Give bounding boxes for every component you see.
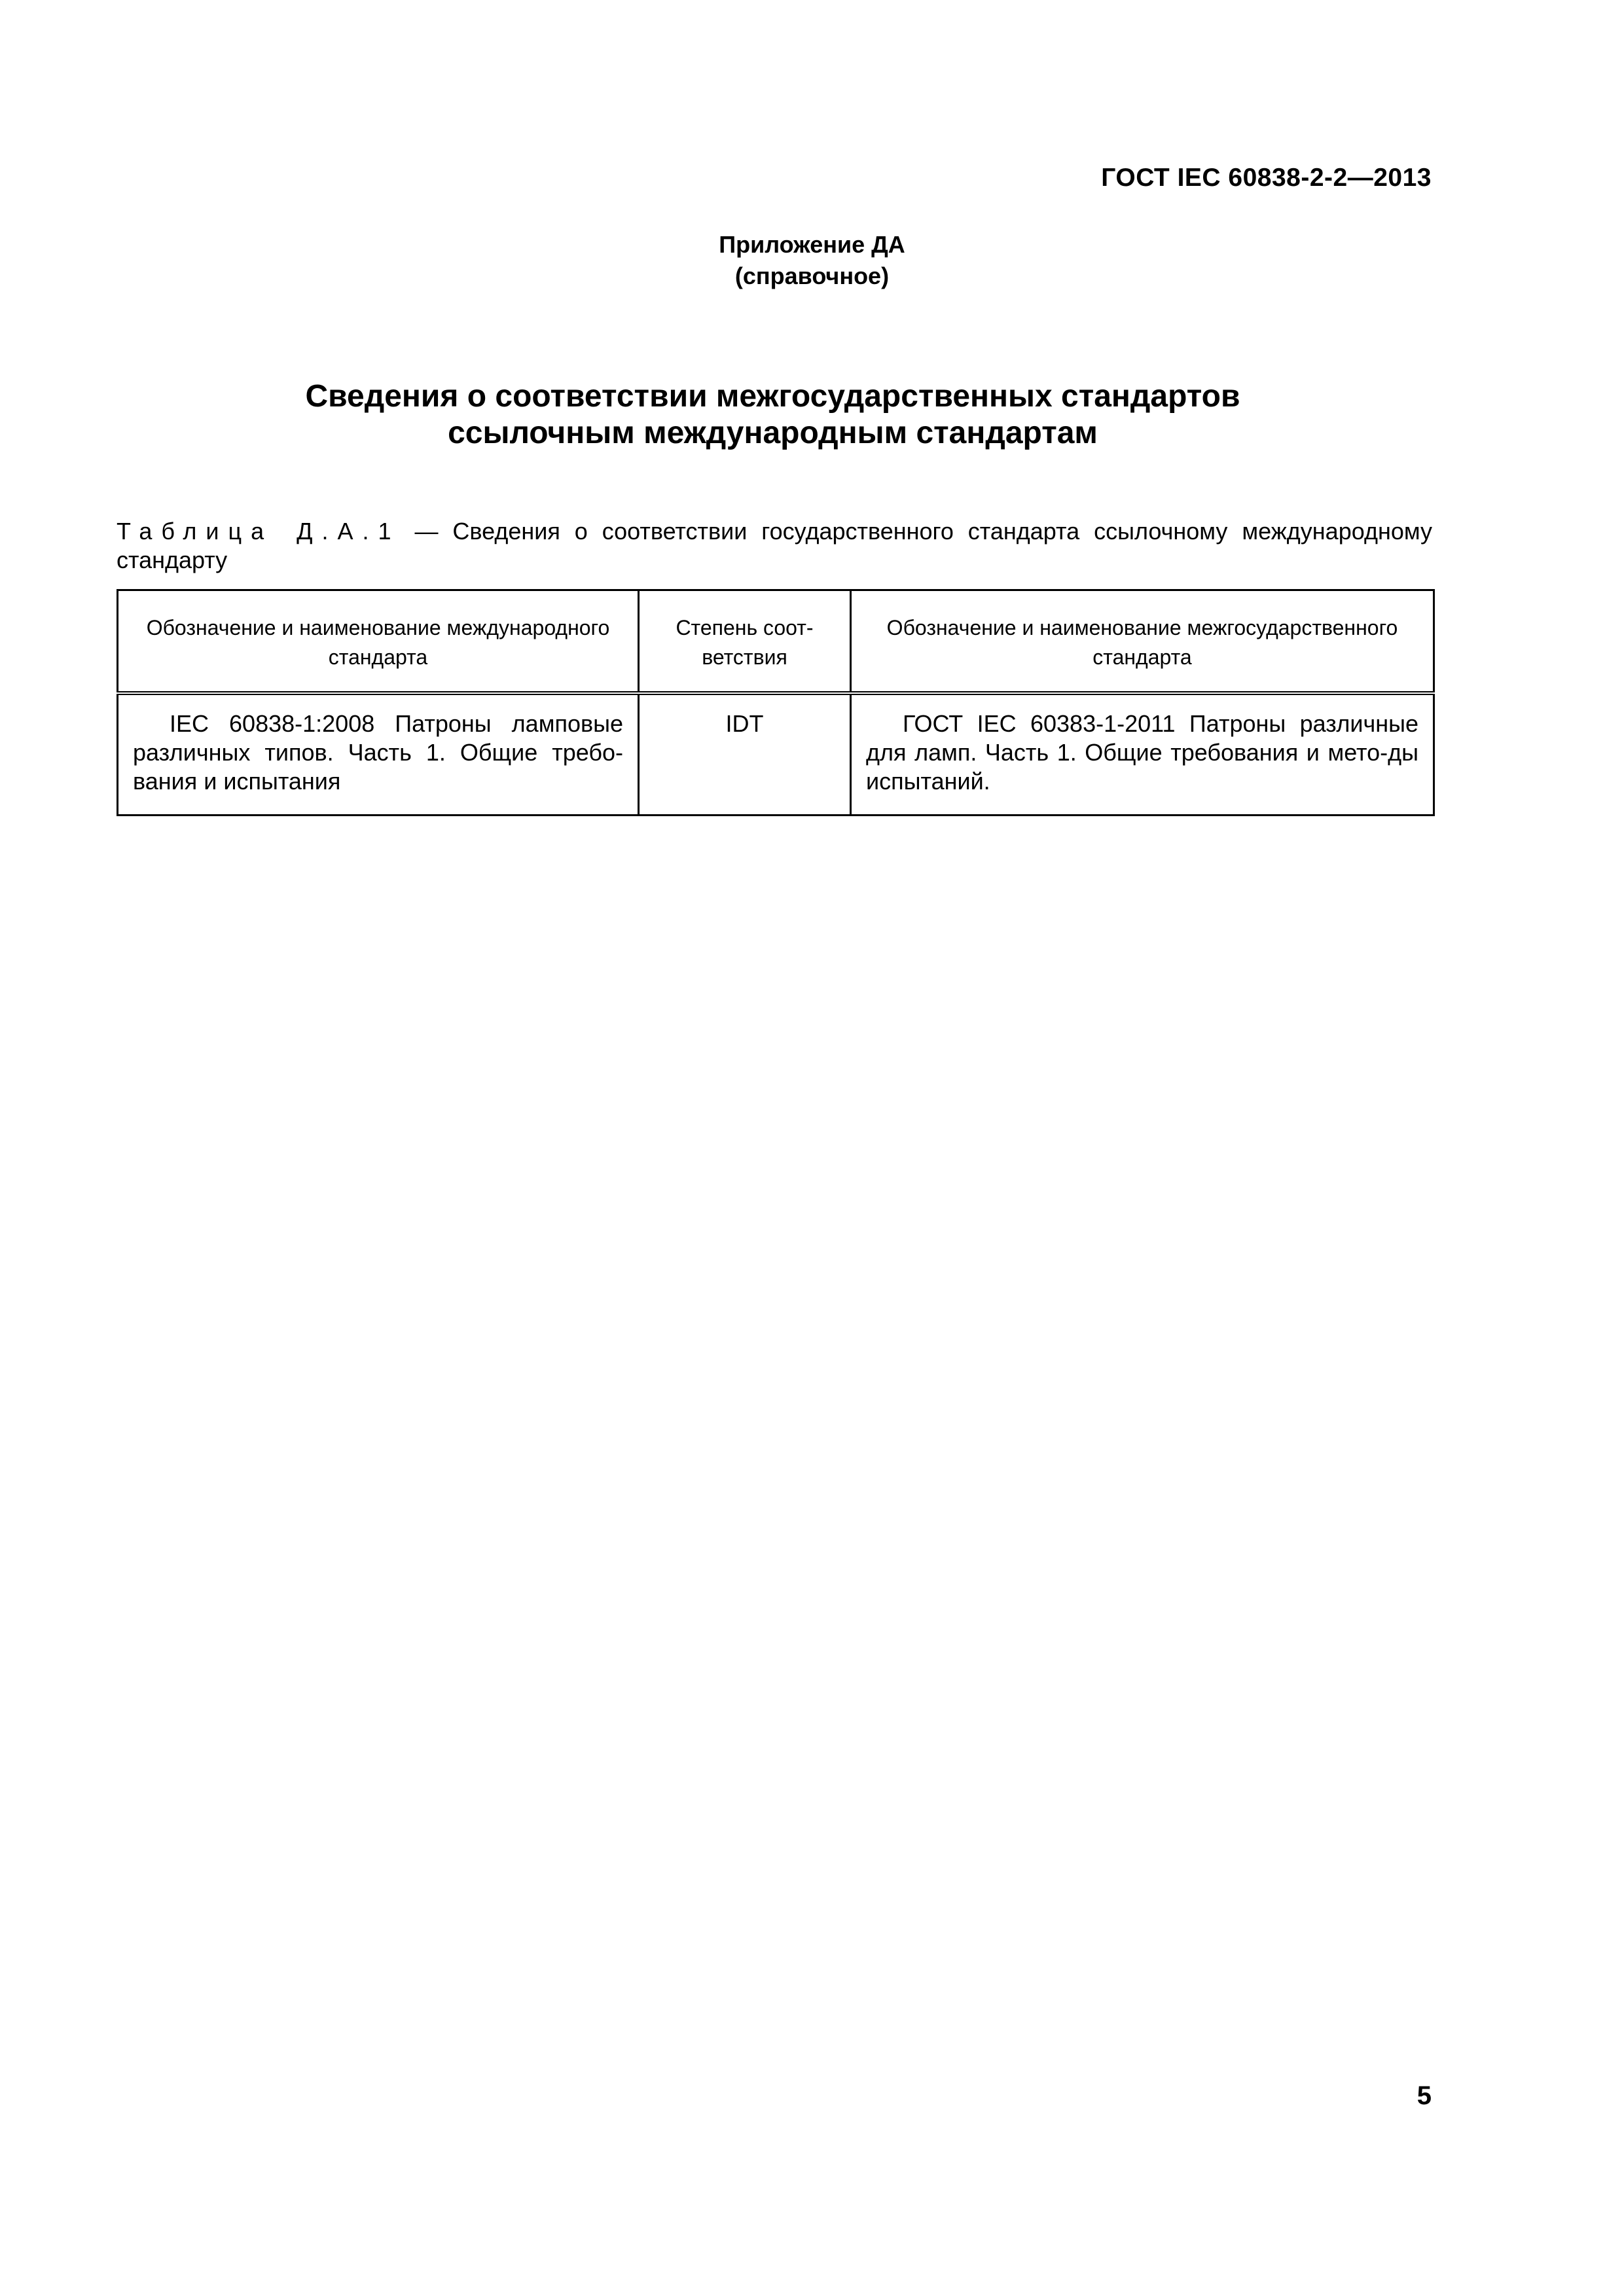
table-row — [118, 693, 1434, 816]
document-code: ГОСТ IEC 60838-2-2—2013 — [1101, 164, 1432, 192]
table-caption-label: Таблица Д.А.1 — [117, 518, 401, 545]
appendix-title: Приложение ДА — [719, 231, 905, 258]
table-caption-dash: — — [400, 518, 453, 545]
cell-interstate-standard: ГОСТ IEC 60383-1-2011 Патроны различные для ламп. Часть 1. Общие требования и мето-ды испытаний. — [851, 693, 1434, 816]
column-header-international: Обозначение и наименование международного стандарта — [118, 590, 639, 694]
cell-degree: IDT — [639, 693, 851, 816]
table-caption — [117, 517, 1432, 575]
column-header-interstate: Обозначение и наименование межгосударственного стандарта — [851, 590, 1434, 694]
table-header-row — [118, 590, 1434, 694]
cell-international-standard: IEC 60838-1:2008 Патроны ламповые различных типов. Часть 1. Общие требо-вания и испытания — [118, 693, 639, 816]
column-header-degree: Степень соот-ветствия — [639, 590, 851, 694]
appendix-kind: (справочное) — [734, 262, 890, 289]
page-title-line-2: ссылочным международным стандартам — [448, 416, 1098, 450]
page-title-line-1: Сведения о соответствии межгосударственных стандартов — [305, 379, 1240, 414]
page-title — [0, 378, 1545, 452]
appendix-heading — [0, 229, 1624, 292]
correspondence-table — [117, 589, 1435, 816]
table-caption-text: Сведения о соответствии государственного стандарта ссылочному международному стандарту — [117, 518, 1433, 573]
page-number: 5 — [1416, 2081, 1432, 2110]
